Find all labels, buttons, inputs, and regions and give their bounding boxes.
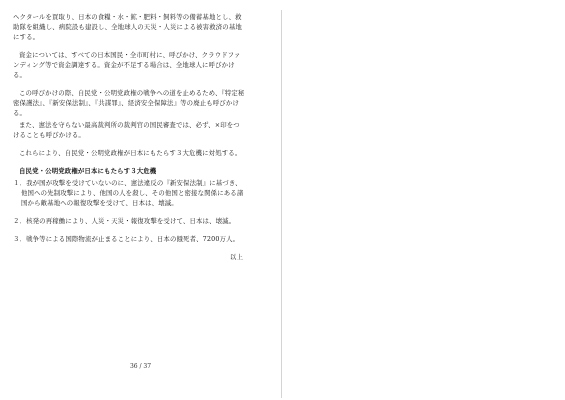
paragraph: この呼びかけの際、自民党・公明党政権の戦争への道を止めるため、『特定秘密保護法』、『新安保法制』、『共謀罪』、経済安全保障法』等の廃止も呼びかける。 — [13, 89, 245, 117]
closing-mark: 以上 — [229, 253, 243, 261]
list-item: １．我が国が攻撃を受けていないのに、憲法違反の『新安保法制』に基づき、他国への先制攻撃により、他国の人を殺し、その他国と密接な関係にある諸国から敵基地への報復攻撃を受けて、日本は、壊滅。 — [13, 179, 244, 207]
paragraph: 資金については、すべての日本国民・全市町村に、呼びかけ、クラウドファンディング等で資金調達する。資金が不足する場合は、全地球人に呼びかける。 — [13, 51, 241, 79]
left-page — [0, 0, 281, 400]
page-body — [13, 12, 245, 262]
right-page-blank — [282, 0, 565, 400]
page-number: 36 / 37 — [129, 363, 152, 370]
list-item: ２．核発の再稼働により、人災・天災・報復攻撃を受けて、日本は、壊滅。 — [13, 217, 236, 225]
section-heading: 自民党・公明党政権が日本にもたらす３大危機 — [19, 167, 157, 175]
list-item: ３．戦争等による国際物流が止まることにより、日本の餓死者、7200万人。 — [13, 235, 240, 243]
paragraph: これらにより、自民党・公明党政権が日本にもたらす３大危機に対処する。 — [19, 149, 242, 157]
paragraph: また、憲法を守らない最高裁判所の裁判官の国民審査では、必ず、×印をつけることも呼びかける。 — [13, 121, 240, 139]
paragraph: ヘクタールを買取り、日本の食糧・水・鉱・肥料・飼料等の備蓄基地とし、救助隊を組織し、病院設も建設し、全地球人の天災・人災による被害救済の基地にする。 — [13, 13, 242, 41]
